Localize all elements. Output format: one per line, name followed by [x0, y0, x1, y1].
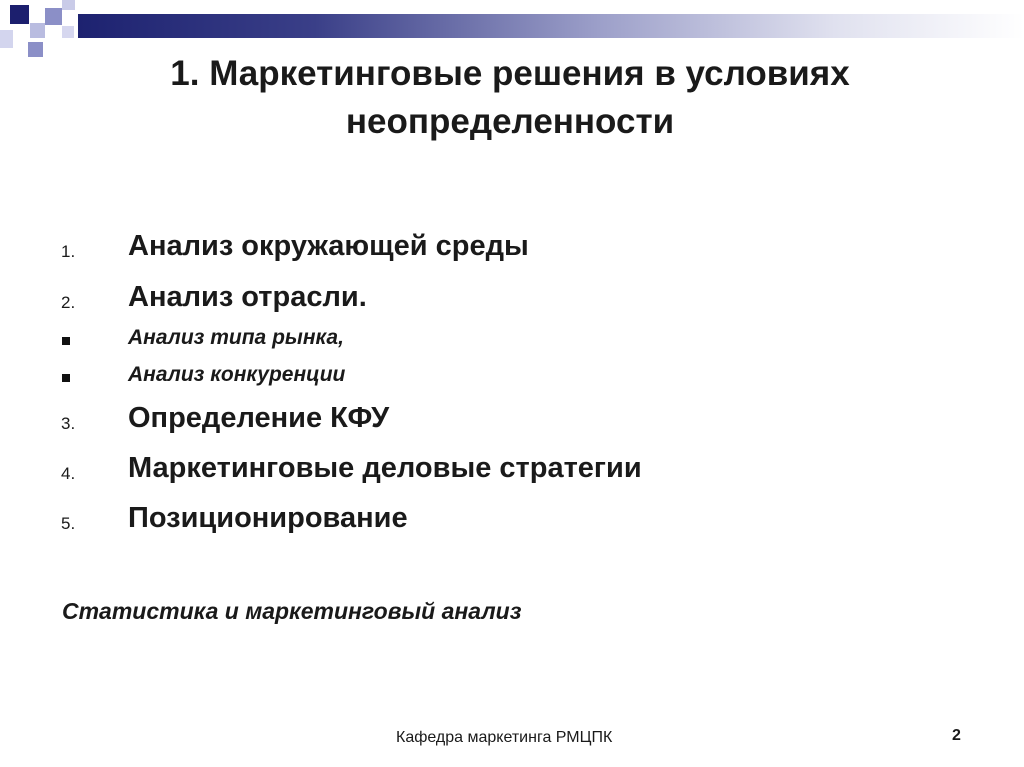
- list-item-text: Маркетинговые деловые стратегии: [128, 452, 642, 484]
- decor-square: [0, 30, 13, 48]
- title-line-2: неопределенности: [345, 102, 675, 141]
- square-bullet-icon: [62, 337, 70, 345]
- list-number: 5.: [61, 514, 76, 533]
- list-item-text: Позиционирование: [128, 502, 408, 534]
- page-number: 2: [952, 727, 961, 744]
- header-gradient-bar: [78, 14, 1024, 38]
- list-number: 2.: [61, 293, 76, 312]
- list-number: 4.: [61, 464, 76, 483]
- slide-title: [80, 50, 940, 146]
- decor-square: [30, 23, 45, 38]
- decor-square: [62, 26, 74, 38]
- list-item-text: Анализ окружающей среды: [128, 230, 529, 262]
- footer-department: Кафедра маркетинга РМЦПК: [396, 729, 613, 746]
- list-number: 3.: [61, 414, 76, 433]
- list-item-text: Анализ отрасли.: [128, 281, 367, 313]
- decor-square: [28, 42, 43, 57]
- decor-square: [10, 5, 29, 24]
- subject-note: Статистика и маркетинговый анализ: [62, 598, 522, 624]
- decor-square: [62, 0, 75, 10]
- list-item-text: Анализ типа рынка,: [128, 326, 344, 349]
- title-line-1: 1. Маркетинговые решения в условиях: [170, 54, 850, 93]
- list-number: 1.: [61, 242, 76, 261]
- list-item-text: Определение КФУ: [128, 402, 390, 434]
- square-bullet-icon: [62, 374, 70, 382]
- list-item-text: Анализ конкуренции: [128, 363, 346, 386]
- decor-square: [45, 8, 62, 25]
